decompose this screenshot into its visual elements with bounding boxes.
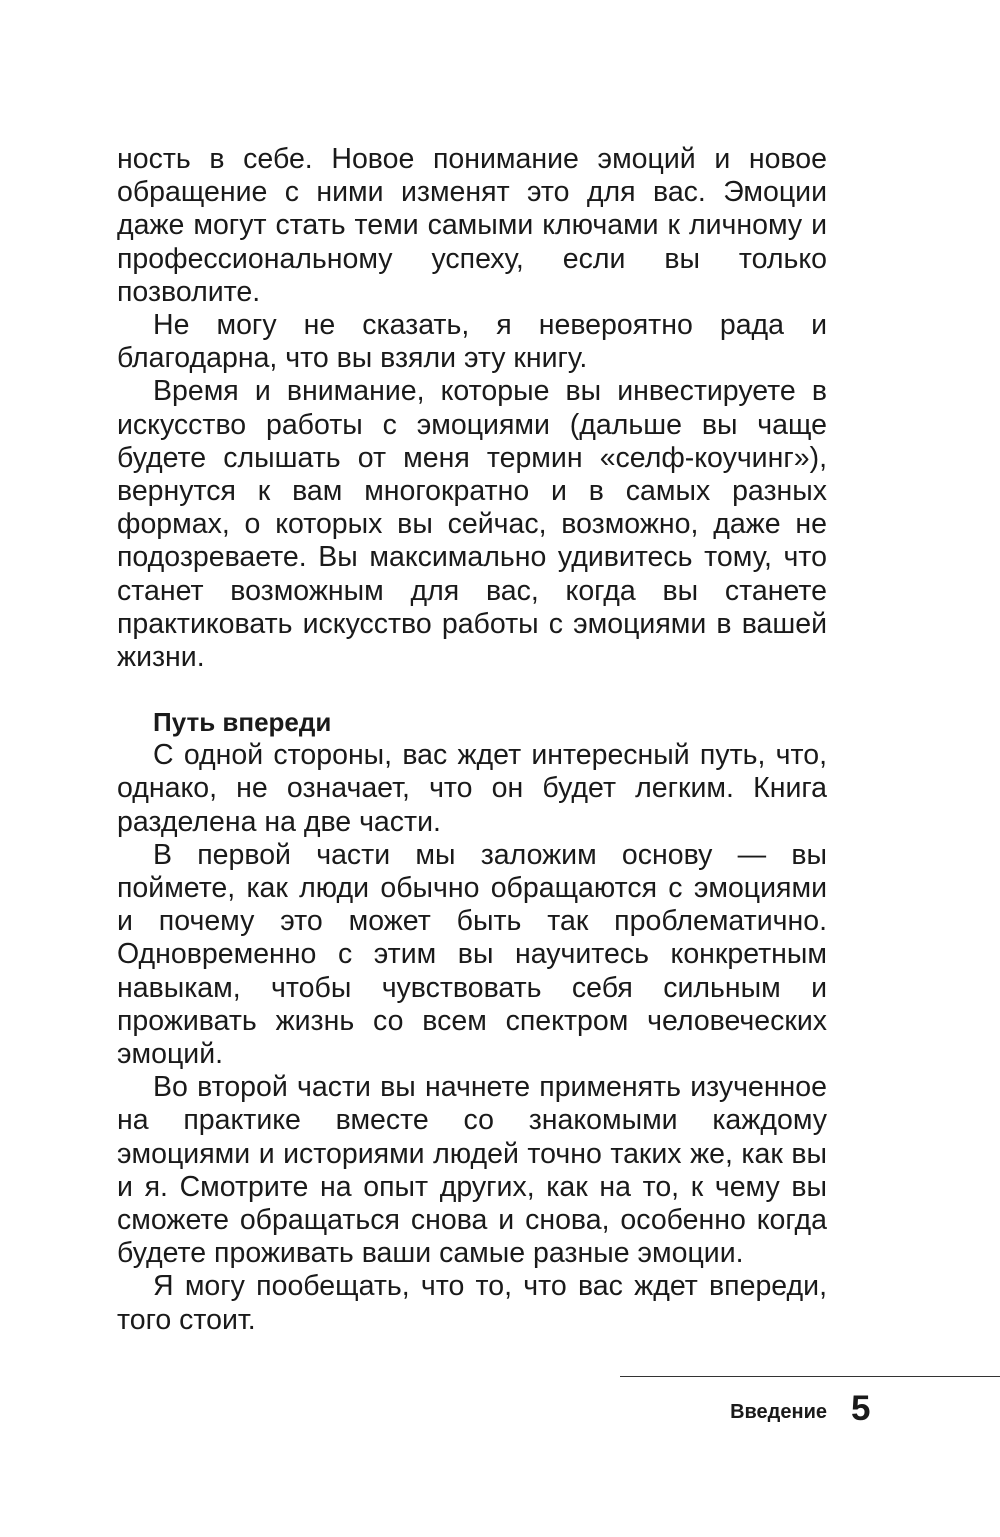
body-text-section: [117, 706, 827, 1337]
section-heading: Путь впереди: [153, 707, 332, 737]
body-text-top: [117, 143, 827, 674]
paragraph: С одной стороны, вас ждет интересный путь, что, однако, не означает, что он будет легким. Книга разделена на две части.: [117, 739, 827, 838]
footer-divider: [620, 1376, 1000, 1377]
paragraph: Не могу не сказать, я невероятно рада и благодарна, что вы взяли эту книгу.: [117, 309, 827, 375]
paragraph: В первой части мы заложим основу — вы поймете, как люди обычно обращаются с эмоциями и почему это может быть так проблематично. Одновременно с этим вы научитесь конкретным навыкам, чтобы чувствовать себя сильным и проживать жизнь со всем спектром человеческих эмоций.: [117, 838, 827, 1071]
paragraph: ность в себе. Новое понимание эмоций и новое обращение с ними изменят это для вас. Эмоции даже могут стать теми самыми ключами к личному и профессиональному успеху, если вы только позволите.: [117, 143, 827, 308]
page-number: 5: [851, 1389, 871, 1428]
paragraph: Во второй части вы начнете применять изученное на практике вместе со знакомыми каждому эмоциями и историями людей точно таких же, как вы и я. Смотрите на опыт других, как на то, к чему вы сможете обращаться снова и снова, особенно когда будете проживать ваши самые разные эмоции.: [117, 1071, 827, 1270]
running-head: Введение: [730, 1401, 827, 1423]
paragraph: Время и внимание, которые вы инвестируете в искусство работы с эмоциями (дальше вы чаще будете слышать от меня термин «селф-коучинг»), вернутся к вам многократно и в самых разных формах, о которых вы сейчас, возможно, даже не подозреваете. Вы максимально удивитесь тому, что станет возможным для вас, когда вы станете практиковать искусство работы с эмоциями в вашей жизни.: [117, 375, 827, 674]
paragraph: Я могу пообещать, что то, что вас ждет впереди, того стоит.: [117, 1270, 827, 1336]
